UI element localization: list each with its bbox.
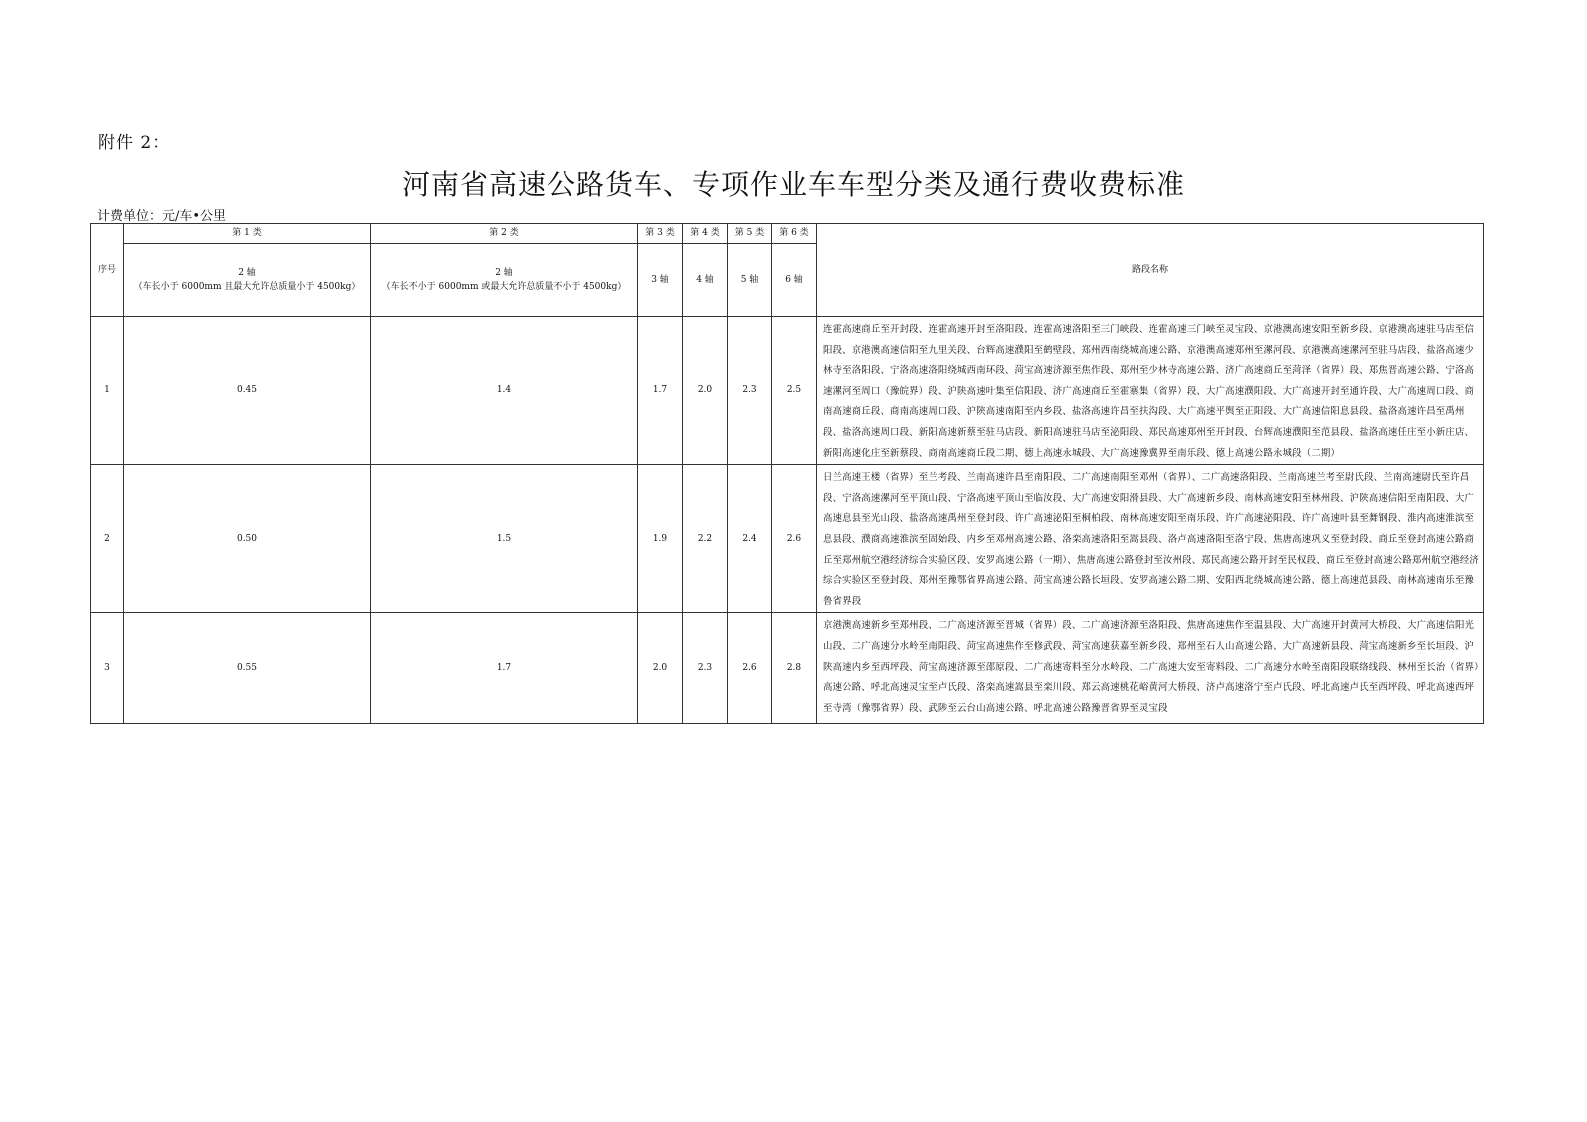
class-4-axle: 4 轴 xyxy=(683,244,728,317)
class-1-axle xyxy=(124,244,371,317)
attachment-label: 附件 2： xyxy=(98,133,171,153)
class-3-axle: 3 轴 xyxy=(638,244,683,317)
row-class-6-rate: 2.5 xyxy=(772,317,817,465)
class-5-axle: 5 轴 xyxy=(728,244,772,317)
row-class-3-rate: 1.7 xyxy=(638,317,683,465)
class-2-axle-note: （车长不小于 6000mm 或最大允许总质量不小于 4500kg） xyxy=(381,282,627,292)
row-class-4-rate: 2.0 xyxy=(683,317,728,465)
class-header-row xyxy=(91,224,1484,244)
row-class-4-rate: 2.2 xyxy=(683,465,728,613)
table-row xyxy=(91,613,1484,724)
row-route-names: 京港澳高速新乡至郑州段、二广高速济源至晋城（省界）段、二广高速济源至洛阳段、焦唐高速焦作至温县段、大广高速开封黄河大桥段、大广高速信阳光山段、二广高速分水岭至南阳段、菏宝高速焦作至修武段、菏宝高速获嘉至新乡段、郑州至石人山高速公路、大广高速新县段、菏宝高速新乡至长垣段、沪陕高速内乡至西坪段、菏宝高速济源至邵原段、二广高速寄料至分水岭段、二广高速大安至寄料段、二广高速分水岭至南阳段联络线段、林州至长治（省界）高速公路、呼北高速灵宝至卢氏段、洛栾高速嵩县至栾川段、郑云高速桃花峪黄河大桥段、济卢高速洛宁至卢氏段、呼北高速卢氏至西坪段、呼北高速西坪至寺湾（豫鄂省界）段、武陟至云台山高速公路、呼北高速公路豫晋省界至灵宝段 xyxy=(817,613,1484,724)
row-seq: 1 xyxy=(91,317,124,465)
class-1-axle-note: （车长小于 6000mm 且最大允许总质量小于 4500kg） xyxy=(133,282,361,292)
row-class-2-rate: 1.7 xyxy=(371,613,638,724)
row-class-1-rate: 0.55 xyxy=(124,613,371,724)
class-6-header: 第 6 类 xyxy=(772,224,817,244)
class-1-header: 第 1 类 xyxy=(124,224,371,244)
row-seq: 3 xyxy=(91,613,124,724)
fee-table xyxy=(90,223,1484,724)
row-class-1-rate: 0.45 xyxy=(124,317,371,465)
class-4-header: 第 4 类 xyxy=(683,224,728,244)
class-1-axle-count: 2 轴 xyxy=(238,267,256,278)
row-class-2-rate: 1.5 xyxy=(371,465,638,613)
seq-header: 序号 xyxy=(91,224,124,317)
row-class-6-rate: 2.6 xyxy=(772,465,817,613)
table-row xyxy=(91,465,1484,613)
row-route-names: 日兰高速王楼（省界）至兰考段、兰南高速许昌至南阳段、二广高速南阳至邓州（省界）、二广高速洛阳段、兰南高速兰考至尉氏段、兰南高速尉氏至许昌段、宁洛高速漯河至平顶山段、宁洛高速平顶山至临汝段、大广高速安阳滑县段、大广高速新乡段、南林高速安阳至林州段、沪陕高速信阳至南阳段、大广高速息县至光山段、盐洛高速禹州至登封段、许广高速泌阳至桐柏段、南林高速安阳至南乐段、许广高速泌阳段、许广高速叶县至舞钢段、淮内高速淮滨至息县段、濮商高速淮滨至固始段、内乡至邓州高速公路、洛栾高速洛阳至嵩县段、洛卢高速洛阳至洛宁段、焦唐高速巩义至登封段、商丘至登封高速公路商丘至郑州航空港经济综合实验区段、安罗高速公路（一期）、焦唐高速公路登封至汝州段、郑民高速公路开封至民权段、商丘至登封高速公路郑州航空港经济综合实验区至登封段、郑州至豫鄂省界高速公路、菏宝高速公路长垣段、安罗高速公路二期、安阳西北绕城高速公路、德上高速范县段、南林高速南乐至豫鲁省界段 xyxy=(817,465,1484,613)
row-class-5-rate: 2.6 xyxy=(728,613,772,724)
fee-unit-label: 计费单位：元/车•公里 xyxy=(97,209,227,224)
route-header: 路段名称 xyxy=(817,224,1484,317)
class-6-axle: 6 轴 xyxy=(772,244,817,317)
row-class-4-rate: 2.3 xyxy=(683,613,728,724)
row-class-6-rate: 2.8 xyxy=(772,613,817,724)
class-2-header: 第 2 类 xyxy=(371,224,638,244)
row-class-3-rate: 1.9 xyxy=(638,465,683,613)
class-5-header: 第 5 类 xyxy=(728,224,772,244)
row-class-3-rate: 2.0 xyxy=(638,613,683,724)
table-row xyxy=(91,317,1484,465)
row-class-5-rate: 2.3 xyxy=(728,317,772,465)
row-class-2-rate: 1.4 xyxy=(371,317,638,465)
row-class-5-rate: 2.4 xyxy=(728,465,772,613)
class-2-axle-count: 2 轴 xyxy=(495,267,513,278)
row-route-names: 连霍高速商丘至开封段、连霍高速开封至洛阳段、连霍高速洛阳至三门峡段、连霍高速三门峡至灵宝段、京港澳高速安阳至新乡段、京港澳高速驻马店至信阳段、京港澳高速信阳至九里关段、台辉高速濮阳至鹤壁段、郑州西南绕城高速公路、京港澳高速郑州至漯河段、京港澳高速漯河至驻马店段、盐洛高速少林寺至洛阳段、宁洛高速洛阳绕城西南环段、菏宝高速济源至焦作段、郑州至少林寺高速公路、济广高速商丘至菏泽（省界）段、郑焦晋高速公路、宁洛高速漯河至周口（豫皖界）段、沪陕高速叶集至信阳段、济广高速商丘至霍寨集（省界）段、大广高速濮阳段、大广高速开封至通许段、大广高速周口段、商南高速商丘段、商南高速周口段、沪陕高速南阳至内乡段、盐洛高速许昌至扶沟段、大广高速平舆至正阳段、大广高速信阳息县段、盐洛高速许昌至禹州段、盐洛高速周口段、新阳高速新蔡至驻马店段、新阳高速驻马店至泌阳段、郑民高速郑州至开封段、台辉高速濮阳至范县段、盐洛高速任庄至小新庄店、新阳高速化庄至新蔡段、商南高速商丘段二期、德上高速永城段、大广高速豫冀界至南乐段、德上高速公路永城段（二期） xyxy=(817,317,1484,465)
class-3-header: 第 3 类 xyxy=(638,224,683,244)
class-2-axle xyxy=(371,244,638,317)
page-title: 河南省高速公路货车、专项作业车车型分类及通行费收费标准 xyxy=(401,168,1185,201)
row-seq: 2 xyxy=(91,465,124,613)
row-class-1-rate: 0.50 xyxy=(124,465,371,613)
